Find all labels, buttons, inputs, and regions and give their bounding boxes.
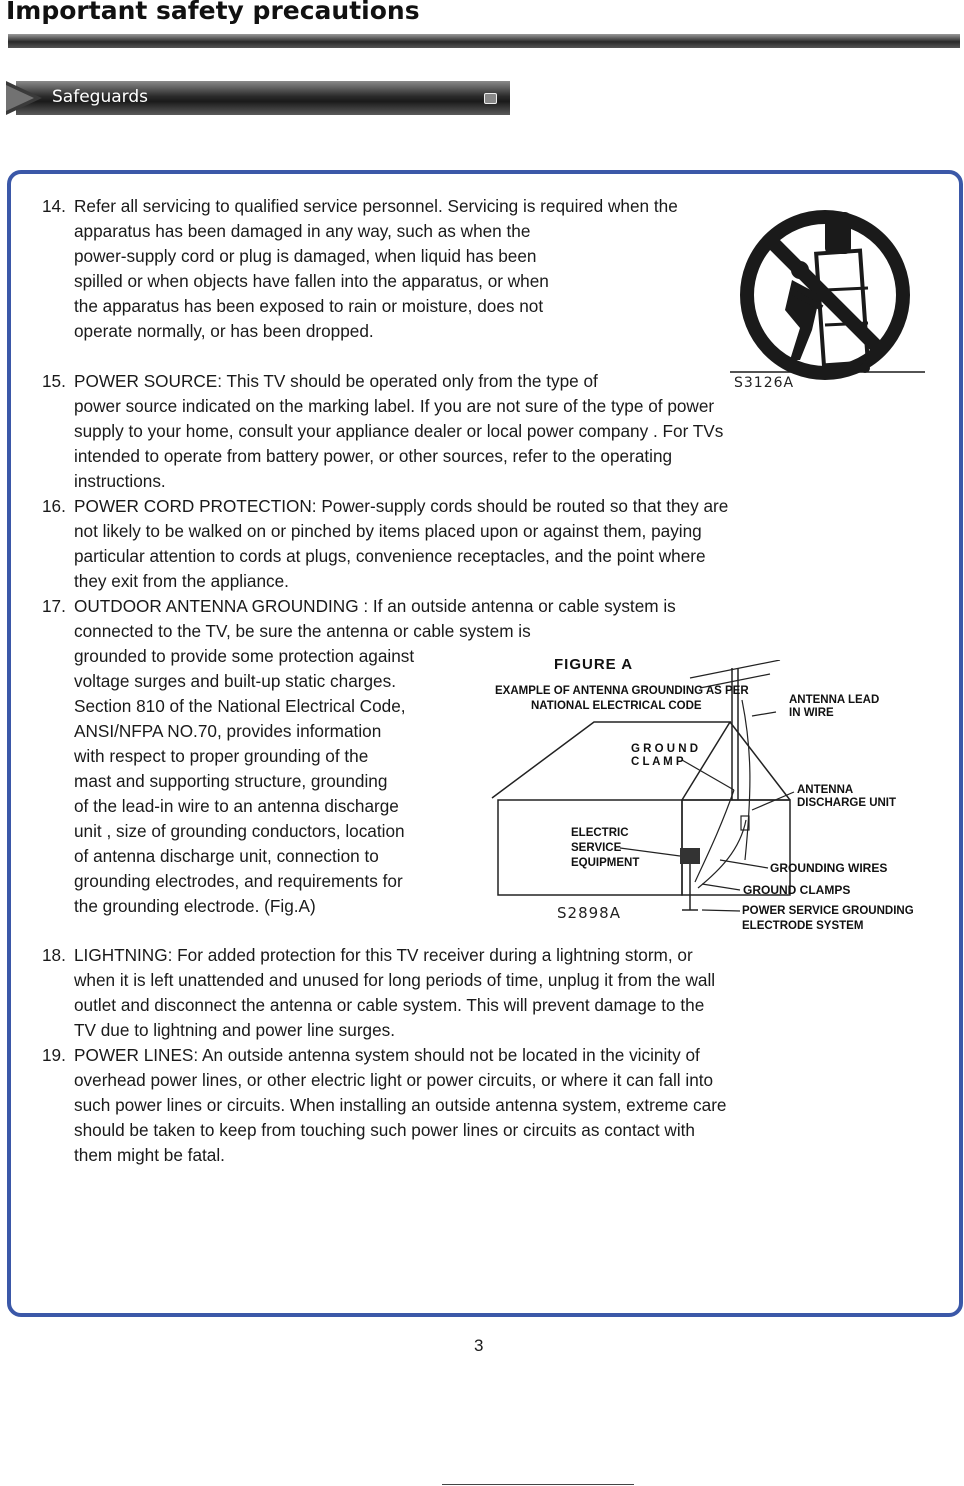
item-number: 18. [42,945,66,965]
page-number: 3 [474,1336,484,1355]
list-item-19 [42,1043,802,1168]
figure-a-subtitle: EXAMPLE OF ANTENNA GROUNDING AS PER [495,685,749,697]
title-rule [8,34,960,48]
item-number: 15. [42,371,66,391]
label-ground-clamps: GROUND CLAMPS [743,883,851,897]
label-electric-service-3: EQUIPMENT [571,857,640,869]
figure-a-code: S2898A [557,904,621,922]
item-number: 14. [42,196,66,216]
item-text: POWER SOURCE: This TV should be operated only from the type of power source indicated on the marking label. If you are not sure of the type of power supply to your home, consult your appliance dealer or local power company . For TVs intended to operate from battery power, or other sources, refer to the operating instructions. [74,371,724,491]
square-icon [484,93,497,104]
label-grounding-wires: GROUNDING WIRES [770,861,888,875]
item-text: POWER LINES: An outside antenna system should not be located in the vicinity of overhead power lines, or other electric light or power circuits, or where it can fall into such power lines or circuits. When installing an outside antenna system, extreme care should be taken to keep from touching such power lines or circuits as contact with them might be fatal. [74,1045,727,1165]
cart-figure-code: S3126A [734,375,795,391]
page-title: Important safety precautions [6,0,420,25]
item-text: OUTDOOR ANTENNA GROUNDING : If an outside antenna or cable system is connected to the TV, be sure the antenna or cable system is grounded to provide some protection against voltage surges and built-up static charges. Section 810 of the National Electrical Code, ANSI/NFPA NO.70, provides information with respect to proper grounding of the mast and supporting structure, grounding of the lead-in wire to an antenna discharge unit , size of grounding conductors, location of antenna discharge unit, connection to grounding electrodes, and requirements for the grounding electrode. (Fig.A) [74,596,676,916]
list-item-18 [42,943,802,1043]
item-number: 17. [42,596,66,616]
figure-a-title: FIGURE A [554,656,634,673]
label-antenna-discharge-2: DISCHARGE UNIT [797,797,897,809]
item-text: POWER CORD PROTECTION: Power-supply cords should be routed so that they are not likely to be walked on or pinched by items placed upon or against them, paying particular attention to cords at plugs, convenience receptacles, and the point where they exit from the appliance. [74,496,729,591]
item-number: 16. [42,496,66,516]
label-electric-service: ELECTRIC [571,827,629,839]
label-power-service: POWER SERVICE GROUNDING [742,905,914,917]
chevron-highlight-icon [6,85,34,111]
label-antenna-lead: ANTENNA LEAD [789,694,880,706]
list-item-14 [42,194,802,344]
label-ground-clamp-2: C L A M P [631,756,684,768]
section-tab-safeguards [6,81,510,115]
label-antenna-lead-2: IN WIRE [789,707,834,719]
list-item-16 [42,494,802,594]
label-electric-service-2: SERVICE [571,842,622,854]
label-ground-clamp: G R O U N D [631,743,699,755]
cart-tipover-warning-icon [730,200,930,380]
item-text: LIGHTNING: For added protection for this TV receiver during a lightning storm, or when it is left unattended and unused for long periods of time, unplug it from the wall outlet and disconnect the antenna or cable system. This will prevent damage to the TV due to lightning and power line surges. [74,945,716,1040]
label-power-service-2: ELECTRODE SYSTEM [742,920,864,932]
footer-rule [442,1484,634,1485]
label-antenna-discharge: ANTENNA [797,784,854,796]
item-text: Refer all servicing to qualified service personnel. Servicing is required when the apparatus has been damaged in any way, such as when the power-supply cord or plug is damaged, when liquid has been spilled or when objects have fallen into the apparatus, or when the apparatus has been exposed to rain or moisture, does not operate normally, or has been dropped. [74,196,678,341]
item-number: 19. [42,1045,66,1065]
list-item-15 [42,369,802,494]
figure-a-subtitle-2: NATIONAL ELECTRICAL CODE [531,700,702,712]
section-tab-label: Safeguards [52,87,148,107]
